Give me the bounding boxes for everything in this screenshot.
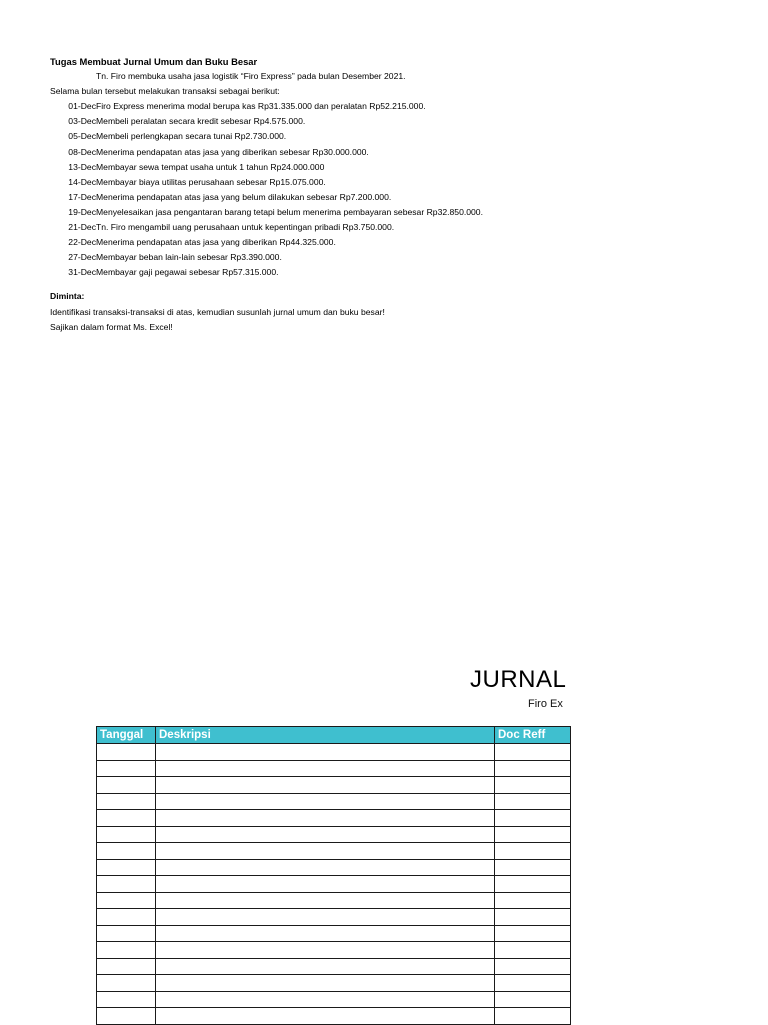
transaction-text: Menyelesaikan jasa pengantaran barang tetapi belum menerima pembayaran sebesar Rp32.850.000. bbox=[96, 206, 483, 217]
deskripsi-cell[interactable] bbox=[156, 909, 495, 926]
doc-reff-cell[interactable] bbox=[495, 744, 571, 761]
transaction-text: Membayar gaji pegawai sebesar Rp57.315.000. bbox=[96, 267, 279, 278]
doc-reff-cell[interactable] bbox=[495, 991, 571, 1008]
tanggal-cell[interactable] bbox=[97, 843, 156, 860]
transaction-list bbox=[50, 99, 750, 280]
transaction-date: 17-Dec bbox=[68, 191, 96, 202]
deskripsi-cell[interactable] bbox=[156, 843, 495, 860]
doc-reff-cell[interactable] bbox=[495, 876, 571, 893]
transaction-date: 31-Dec bbox=[68, 267, 96, 278]
transaction-text: Menerima pendapatan atas jasa yang belum dilakukan sebesar Rp7.200.000. bbox=[96, 191, 392, 202]
tanggal-cell[interactable] bbox=[97, 760, 156, 777]
transaction-text: Membeli peralatan secara kredit sebesar Rp4.575.000. bbox=[96, 116, 306, 127]
journal-title: JURNAL bbox=[470, 666, 567, 693]
transaction-date: 22-Dec bbox=[68, 237, 96, 248]
doc-reff-cell[interactable] bbox=[495, 826, 571, 843]
deskripsi-cell[interactable] bbox=[156, 942, 495, 959]
assignment-text-block bbox=[50, 54, 750, 335]
doc-reff-cell[interactable] bbox=[495, 777, 571, 794]
diminta-label: Diminta: bbox=[50, 291, 85, 302]
doc-reff-cell[interactable] bbox=[495, 975, 571, 992]
transaction-text: Membayar biaya utilitas perusahaan sebesar Rp15.075.000. bbox=[96, 176, 326, 187]
transaction-item bbox=[50, 190, 750, 205]
transaction-text: Membayar beban lain-lain sebesar Rp3.390.000. bbox=[96, 252, 282, 263]
column-header-deskripsi[interactable]: Deskripsi bbox=[156, 727, 495, 744]
deskripsi-cell[interactable] bbox=[156, 793, 495, 810]
deskripsi-cell[interactable] bbox=[156, 1008, 495, 1025]
journal-subtitle: Firo Ex bbox=[528, 698, 563, 710]
doc-reff-cell[interactable] bbox=[495, 859, 571, 876]
tanggal-cell[interactable] bbox=[97, 859, 156, 876]
transaction-date: 08-Dec bbox=[68, 146, 96, 157]
tanggal-cell[interactable] bbox=[97, 1008, 156, 1025]
transaction-item bbox=[50, 145, 750, 160]
doc-reff-cell[interactable] bbox=[495, 1008, 571, 1025]
deskripsi-cell[interactable] bbox=[156, 760, 495, 777]
deskripsi-cell[interactable] bbox=[156, 859, 495, 876]
transaction-date: 13-Dec bbox=[68, 161, 96, 172]
column-header-tanggal[interactable]: Tanggal bbox=[97, 727, 156, 744]
transaction-date: 21-Dec bbox=[68, 222, 96, 233]
table-row bbox=[97, 958, 571, 975]
journal-table bbox=[96, 726, 571, 1025]
doc-reff-cell[interactable] bbox=[495, 843, 571, 860]
transaction-text: Tn. Firo mengambil uang perusahaan untuk kepentingan pribadi Rp3.750.000. bbox=[96, 222, 395, 233]
transaction-date: 05-Dec bbox=[68, 131, 96, 142]
transaction-text: Menerima pendapatan atas jasa yang diberikan sebesar Rp30.000.000. bbox=[96, 146, 369, 157]
journal-header-row bbox=[97, 727, 571, 744]
deskripsi-cell[interactable] bbox=[156, 892, 495, 909]
table-row bbox=[97, 909, 571, 926]
table-row bbox=[97, 1008, 571, 1025]
transaction-item bbox=[50, 205, 750, 220]
instruction-line-1: Identifikasi transaksi-transaksi di atas, kemudian susunlah jurnal umum dan buku besar! bbox=[50, 306, 385, 317]
transaction-text: Menerima pendapatan atas jasa yang diberikan Rp44.325.000. bbox=[96, 237, 336, 248]
instruction-line-2: Sajikan dalam format Ms. Excel! bbox=[50, 321, 173, 332]
transaction-date: 03-Dec bbox=[68, 116, 96, 127]
transaction-date: 01-Dec bbox=[68, 101, 96, 112]
assignment-lead: Selama bulan tersebut melakukan transaksi sebagai berikut: bbox=[50, 86, 280, 97]
assignment-title: Tugas Membuat Jurnal Umum dan Buku Besar bbox=[50, 56, 258, 67]
tanggal-cell[interactable] bbox=[97, 744, 156, 761]
transaction-date: 14-Dec bbox=[68, 176, 96, 187]
table-row bbox=[97, 826, 571, 843]
tanggal-cell[interactable] bbox=[97, 876, 156, 893]
transaction-text: Firo Express menerima modal berupa kas Rp31.335.000 dan peralatan Rp52.215.000. bbox=[96, 101, 426, 112]
deskripsi-cell[interactable] bbox=[156, 826, 495, 843]
doc-reff-cell[interactable] bbox=[495, 925, 571, 942]
journal-body bbox=[97, 744, 571, 1025]
doc-reff-cell[interactable] bbox=[495, 810, 571, 827]
transaction-date: 27-Dec bbox=[68, 252, 96, 263]
deskripsi-cell[interactable] bbox=[156, 925, 495, 942]
table-row bbox=[97, 810, 571, 827]
tanggal-cell[interactable] bbox=[97, 958, 156, 975]
deskripsi-cell[interactable] bbox=[156, 975, 495, 992]
table-row bbox=[97, 793, 571, 810]
table-row bbox=[97, 859, 571, 876]
tanggal-cell[interactable] bbox=[97, 942, 156, 959]
doc-reff-cell[interactable] bbox=[495, 909, 571, 926]
transaction-item bbox=[50, 160, 750, 175]
doc-reff-cell[interactable] bbox=[495, 942, 571, 959]
table-row bbox=[97, 777, 571, 794]
table-row bbox=[97, 942, 571, 959]
table-row bbox=[97, 760, 571, 777]
transaction-date: 19-Dec bbox=[68, 206, 96, 217]
assignment-intro: Tn. Firo membuka usaha jasa logistik “Firo Express” pada bulan Desember 2021. bbox=[96, 71, 406, 82]
transaction-item bbox=[50, 235, 750, 250]
table-row bbox=[97, 876, 571, 893]
transaction-text: Membeli perlengkapan secara tunai Rp2.730.000. bbox=[96, 131, 287, 142]
transaction-item bbox=[50, 99, 750, 114]
doc-reff-cell[interactable] bbox=[495, 892, 571, 909]
deskripsi-cell[interactable] bbox=[156, 810, 495, 827]
doc-reff-cell[interactable] bbox=[495, 793, 571, 810]
spacer bbox=[50, 280, 750, 289]
deskripsi-cell[interactable] bbox=[156, 991, 495, 1008]
table-row bbox=[97, 925, 571, 942]
transaction-item bbox=[50, 220, 750, 235]
deskripsi-cell[interactable] bbox=[156, 958, 495, 975]
tanggal-cell[interactable] bbox=[97, 793, 156, 810]
tanggal-cell[interactable] bbox=[97, 925, 156, 942]
transaction-item bbox=[50, 175, 750, 190]
tanggal-cell[interactable] bbox=[97, 909, 156, 926]
deskripsi-cell[interactable] bbox=[156, 744, 495, 761]
transaction-text: Membayar sewa tempat usaha untuk 1 tahun Rp24.000.000 bbox=[96, 161, 325, 172]
tanggal-cell[interactable] bbox=[97, 810, 156, 827]
table-row bbox=[97, 892, 571, 909]
table-row bbox=[97, 744, 571, 761]
transaction-item bbox=[50, 250, 750, 265]
deskripsi-cell[interactable] bbox=[156, 777, 495, 794]
doc-reff-cell[interactable] bbox=[495, 760, 571, 777]
tanggal-cell[interactable] bbox=[97, 892, 156, 909]
tanggal-cell[interactable] bbox=[97, 826, 156, 843]
transaction-item bbox=[50, 114, 750, 129]
transaction-item bbox=[50, 265, 750, 280]
table-row bbox=[97, 975, 571, 992]
transaction-item bbox=[50, 129, 750, 144]
doc-reff-cell[interactable] bbox=[495, 958, 571, 975]
tanggal-cell[interactable] bbox=[97, 991, 156, 1008]
deskripsi-cell[interactable] bbox=[156, 876, 495, 893]
tanggal-cell[interactable] bbox=[97, 975, 156, 992]
table-row bbox=[97, 843, 571, 860]
table-row bbox=[97, 991, 571, 1008]
tanggal-cell[interactable] bbox=[97, 777, 156, 794]
column-header-doc-reff[interactable]: Doc Reff bbox=[495, 727, 571, 744]
